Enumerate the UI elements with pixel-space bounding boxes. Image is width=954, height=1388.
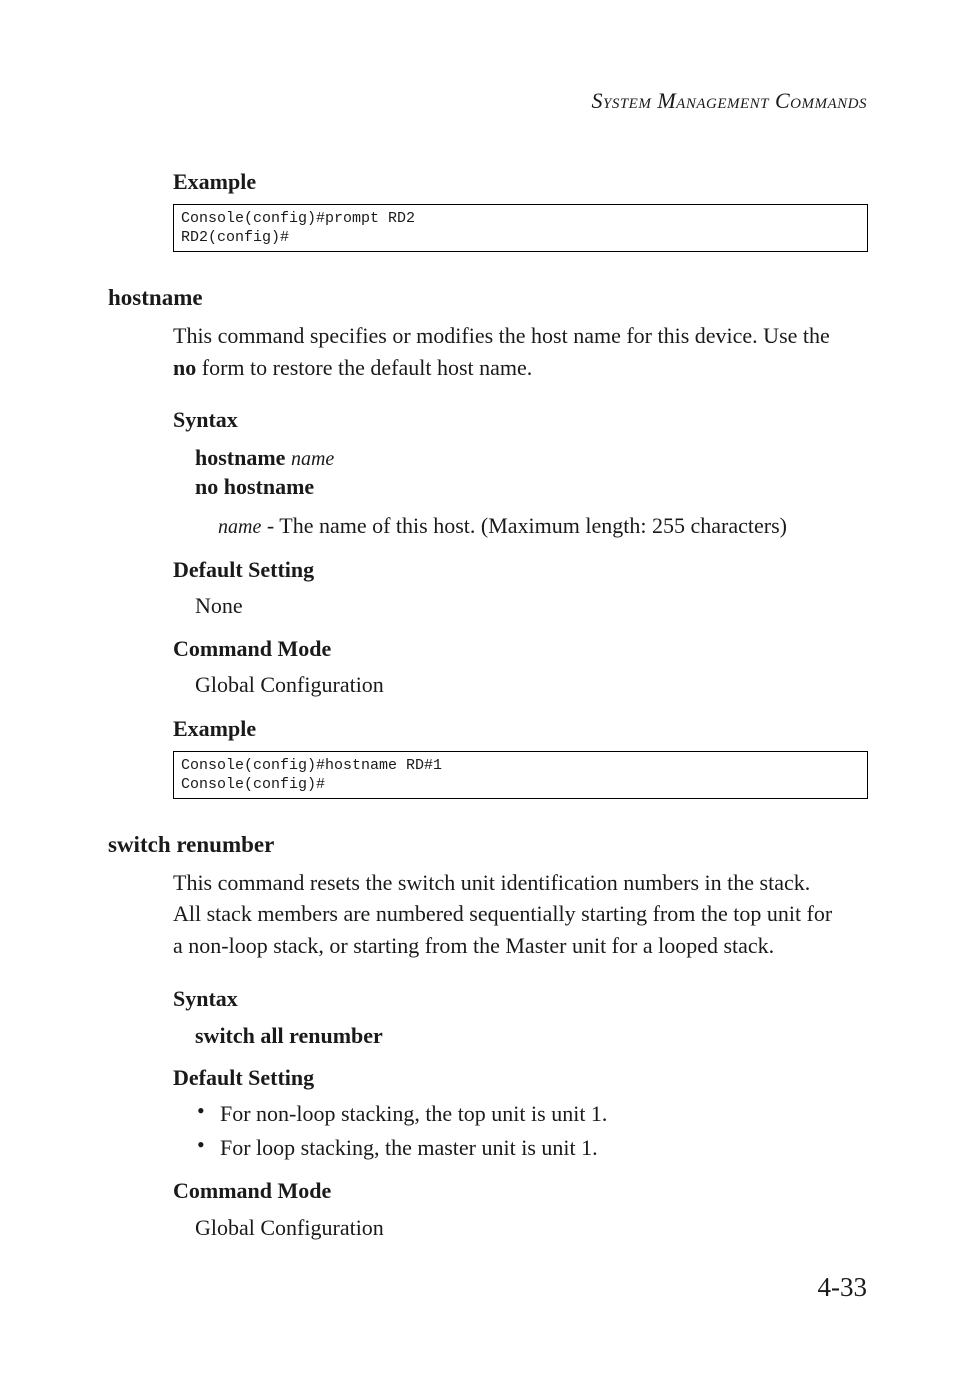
hostname-description-line2 — [173, 352, 532, 384]
keyword-no: no — [173, 355, 197, 380]
syntax-param: name — [290, 448, 335, 470]
bullet-icon: • — [197, 1098, 205, 1123]
default-setting-heading: Default Setting — [173, 1065, 315, 1090]
code-line: RD2(config)# — [181, 229, 290, 246]
switch-renumber-description-line3: a non-loop stack, or starting from the Master unit for a looped stack. — [173, 933, 775, 958]
example-heading: Example — [173, 169, 257, 194]
default-bullet-item: For non-loop stacking, the top unit is unit 1. — [220, 1101, 608, 1126]
syntax-line-switch-all-renumber: switch all renumber — [195, 1023, 383, 1048]
parameter-description — [218, 510, 787, 544]
section-title-hostname: hostname — [108, 285, 203, 310]
command-mode-value: Global Configuration — [195, 1215, 384, 1240]
example-heading: Example — [173, 716, 257, 741]
hostname-description-line1: This command specifies or modifies the host name for this device. Use the — [173, 323, 830, 348]
bullet-icon: • — [197, 1132, 205, 1157]
command-mode-heading: Command Mode — [173, 636, 332, 661]
command-mode-value: Global Configuration — [195, 672, 384, 697]
code-example-hostname — [173, 751, 868, 799]
description-text: form to restore the default host name. — [196, 355, 533, 380]
syntax-command: hostname — [195, 445, 286, 470]
code-example-prompt — [173, 204, 868, 252]
code-line: Console(config)#hostname RD#1 — [181, 757, 443, 774]
code-line: Console(config)# — [181, 776, 326, 793]
param-name: name — [218, 516, 262, 538]
default-bullet-item: For loop stacking, the master unit is unit 1. — [220, 1135, 598, 1160]
default-setting-value: None — [195, 593, 243, 618]
default-setting-heading: Default Setting — [173, 557, 315, 582]
syntax-heading: Syntax — [173, 986, 238, 1011]
code-line: Console(config)#prompt RD2 — [181, 210, 416, 227]
command-mode-heading: Command Mode — [173, 1178, 332, 1203]
syntax-line-no-hostname: no hostname — [195, 474, 315, 499]
section-title-switch-renumber: switch renumber — [108, 832, 275, 857]
param-desc: - The name of this host. (Maximum length: 255 characters) — [261, 513, 787, 538]
page-number: 4-33 — [817, 1272, 867, 1302]
switch-renumber-description-line2: All stack members are numbered sequentially starting from the top unit for — [173, 901, 833, 926]
syntax-heading: Syntax — [173, 407, 238, 432]
running-header: System Management Commands — [591, 88, 867, 113]
switch-renumber-description-line1: This command resets the switch unit identification numbers in the stack. — [173, 870, 811, 895]
